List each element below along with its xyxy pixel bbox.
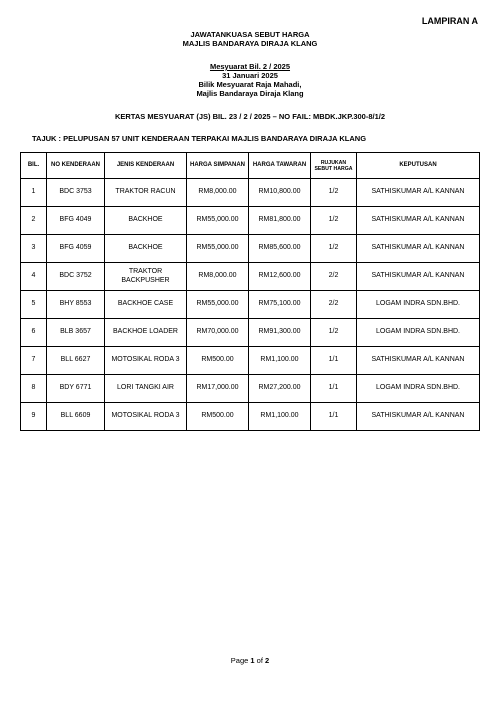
- cell-jenis: MOTOSIKAL RODA 3: [105, 347, 187, 375]
- header-bil: BIL.: [21, 153, 47, 179]
- cell-harga-tawaran: RM27,200.00: [249, 375, 311, 403]
- cell-rujukan: 1/1: [311, 347, 357, 375]
- cell-no-kenderaan: BLB 3657: [47, 319, 105, 347]
- cell-bil: 8: [21, 375, 47, 403]
- cell-keputusan: SATHISKUMAR A/L KANNAN: [357, 347, 480, 375]
- table-row: [21, 291, 480, 319]
- cell-harga-tawaran: RM10,800.00: [249, 179, 311, 207]
- lampiran-label: LAMPIRAN A: [421, 16, 478, 26]
- cell-jenis: BACKHOE LOADER: [105, 319, 187, 347]
- cell-rujukan: 1/1: [311, 375, 357, 403]
- meeting-venue-line2: Majlis Bandaraya Diraja Klang: [196, 89, 304, 98]
- header-keputusan: KEPUTUSAN: [357, 153, 480, 179]
- cell-no-kenderaan: BDC 3752: [47, 263, 105, 291]
- cell-rujukan: 2/2: [311, 263, 357, 291]
- cell-bil: 7: [21, 347, 47, 375]
- cell-harga-tawaran: RM75,100.00: [249, 291, 311, 319]
- cell-jenis: LORI TANGKI AIR: [105, 375, 187, 403]
- of-word: of: [256, 656, 263, 665]
- cell-keputusan: SATHISKUMAR A/L KANNAN: [357, 207, 480, 235]
- cell-bil: 1: [21, 179, 47, 207]
- cell-keputusan: LOGAM INDRA SDN.BHD.: [357, 319, 480, 347]
- page-current: 1: [250, 656, 255, 665]
- cell-keputusan: SATHISKUMAR A/L KANNAN: [357, 403, 480, 431]
- cell-jenis: BACKHOE CASE: [105, 291, 187, 319]
- cell-bil: 9: [21, 403, 47, 431]
- table-row: [21, 263, 480, 291]
- meeting-date: 31 Januari 2025: [222, 71, 278, 80]
- cell-jenis: TRAKTOR RACUN: [105, 179, 187, 207]
- cell-harga-simpanan: RM17,000.00: [187, 375, 249, 403]
- cell-bil: 6: [21, 319, 47, 347]
- document-header: [0, 30, 500, 48]
- cell-rujukan: 1/2: [311, 319, 357, 347]
- vehicle-disposal-table: [20, 152, 480, 431]
- cell-no-kenderaan: BDY 6771: [47, 375, 105, 403]
- table-row: [21, 347, 480, 375]
- cell-bil: 2: [21, 207, 47, 235]
- table-row: [21, 375, 480, 403]
- cell-harga-simpanan: RM8,000.00: [187, 263, 249, 291]
- cell-keputusan: LOGAM INDRA SDN.BHD.: [357, 291, 480, 319]
- cell-rujukan: 1/1: [311, 403, 357, 431]
- cell-jenis: BACKHOE: [105, 235, 187, 263]
- cell-no-kenderaan: BDC 3753: [47, 179, 105, 207]
- cell-harga-simpanan: RM70,000.00: [187, 319, 249, 347]
- cell-harga-simpanan: RM8,000.00: [187, 179, 249, 207]
- table-row: [21, 403, 480, 431]
- cell-rujukan: 1/2: [311, 235, 357, 263]
- cell-harga-simpanan: RM55,000.00: [187, 291, 249, 319]
- cell-rujukan: 1/2: [311, 207, 357, 235]
- cell-harga-simpanan: RM55,000.00: [187, 235, 249, 263]
- document-subject: TAJUK : PELUPUSAN 57 UNIT KENDERAAN TERPAKAI MAJLIS BANDARAYA DIRAJA KLANG: [32, 134, 367, 143]
- header-no-kenderaan: NO KENDERAAN: [47, 153, 105, 179]
- header-harga-simpanan: HARGA SIMPANAN: [187, 153, 249, 179]
- cell-no-kenderaan: BLL 6609: [47, 403, 105, 431]
- paper-reference: KERTAS MESYUARAT (JS) BIL. 23 / 2 / 2025 – NO FAIL: MBDK.JKP.300-8/1/2: [114, 112, 386, 121]
- table-header-row: [21, 153, 480, 179]
- cell-jenis: TRAKTOR BACKPUSHER: [105, 263, 187, 291]
- cell-keputusan: SATHISKUMAR A/L KANNAN: [357, 263, 480, 291]
- cell-harga-simpanan: RM500.00: [187, 347, 249, 375]
- cell-keputusan: SATHISKUMAR A/L KANNAN: [357, 179, 480, 207]
- cell-no-kenderaan: BHY 8553: [47, 291, 105, 319]
- cell-harga-tawaran: RM1,100.00: [249, 347, 311, 375]
- cell-rujukan: 1/2: [311, 179, 357, 207]
- cell-rujukan: 2/2: [311, 291, 357, 319]
- page-footer: [0, 656, 500, 665]
- meeting-title: Mesyuarat Bil. 2 / 2025: [209, 62, 291, 71]
- table-row: [21, 235, 480, 263]
- cell-keputusan: LOGAM INDRA SDN.BHD.: [357, 375, 480, 403]
- cell-harga-tawaran: RM91,300.00: [249, 319, 311, 347]
- cell-bil: 4: [21, 263, 47, 291]
- meeting-info: [0, 62, 500, 98]
- page-word: Page: [230, 656, 249, 665]
- cell-harga-simpanan: RM500.00: [187, 403, 249, 431]
- header-harga-tawaran: HARGA TAWARAN: [249, 153, 311, 179]
- page-total: 2: [265, 656, 270, 665]
- header-jenis-kenderaan: JENIS KENDERAAN: [105, 153, 187, 179]
- table-row: [21, 319, 480, 347]
- cell-keputusan: SATHISKUMAR A/L KANNAN: [357, 235, 480, 263]
- header-rujukan: RUJUKAN SEBUT HARGA: [311, 153, 357, 179]
- cell-no-kenderaan: BFG 4049: [47, 207, 105, 235]
- cell-no-kenderaan: BFG 4059: [47, 235, 105, 263]
- cell-bil: 3: [21, 235, 47, 263]
- cell-harga-tawaran: RM81,800.00: [249, 207, 311, 235]
- cell-harga-simpanan: RM55,000.00: [187, 207, 249, 235]
- cell-bil: 5: [21, 291, 47, 319]
- cell-harga-tawaran: RM85,600.00: [249, 235, 311, 263]
- cell-no-kenderaan: BLL 6627: [47, 347, 105, 375]
- cell-jenis: MOTOSIKAL RODA 3: [105, 403, 187, 431]
- meeting-venue-line1: Bilik Mesyuarat Raja Mahadi,: [198, 80, 302, 89]
- cell-harga-tawaran: RM12,600.00: [249, 263, 311, 291]
- table-row: [21, 179, 480, 207]
- council-name: MAJLIS BANDARAYA DIRAJA KLANG: [182, 39, 318, 48]
- table-row: [21, 207, 480, 235]
- cell-harga-tawaran: RM1,100.00: [249, 403, 311, 431]
- committee-name: JAWATANKUASA SEBUT HARGA: [190, 30, 310, 39]
- cell-jenis: BACKHOE: [105, 207, 187, 235]
